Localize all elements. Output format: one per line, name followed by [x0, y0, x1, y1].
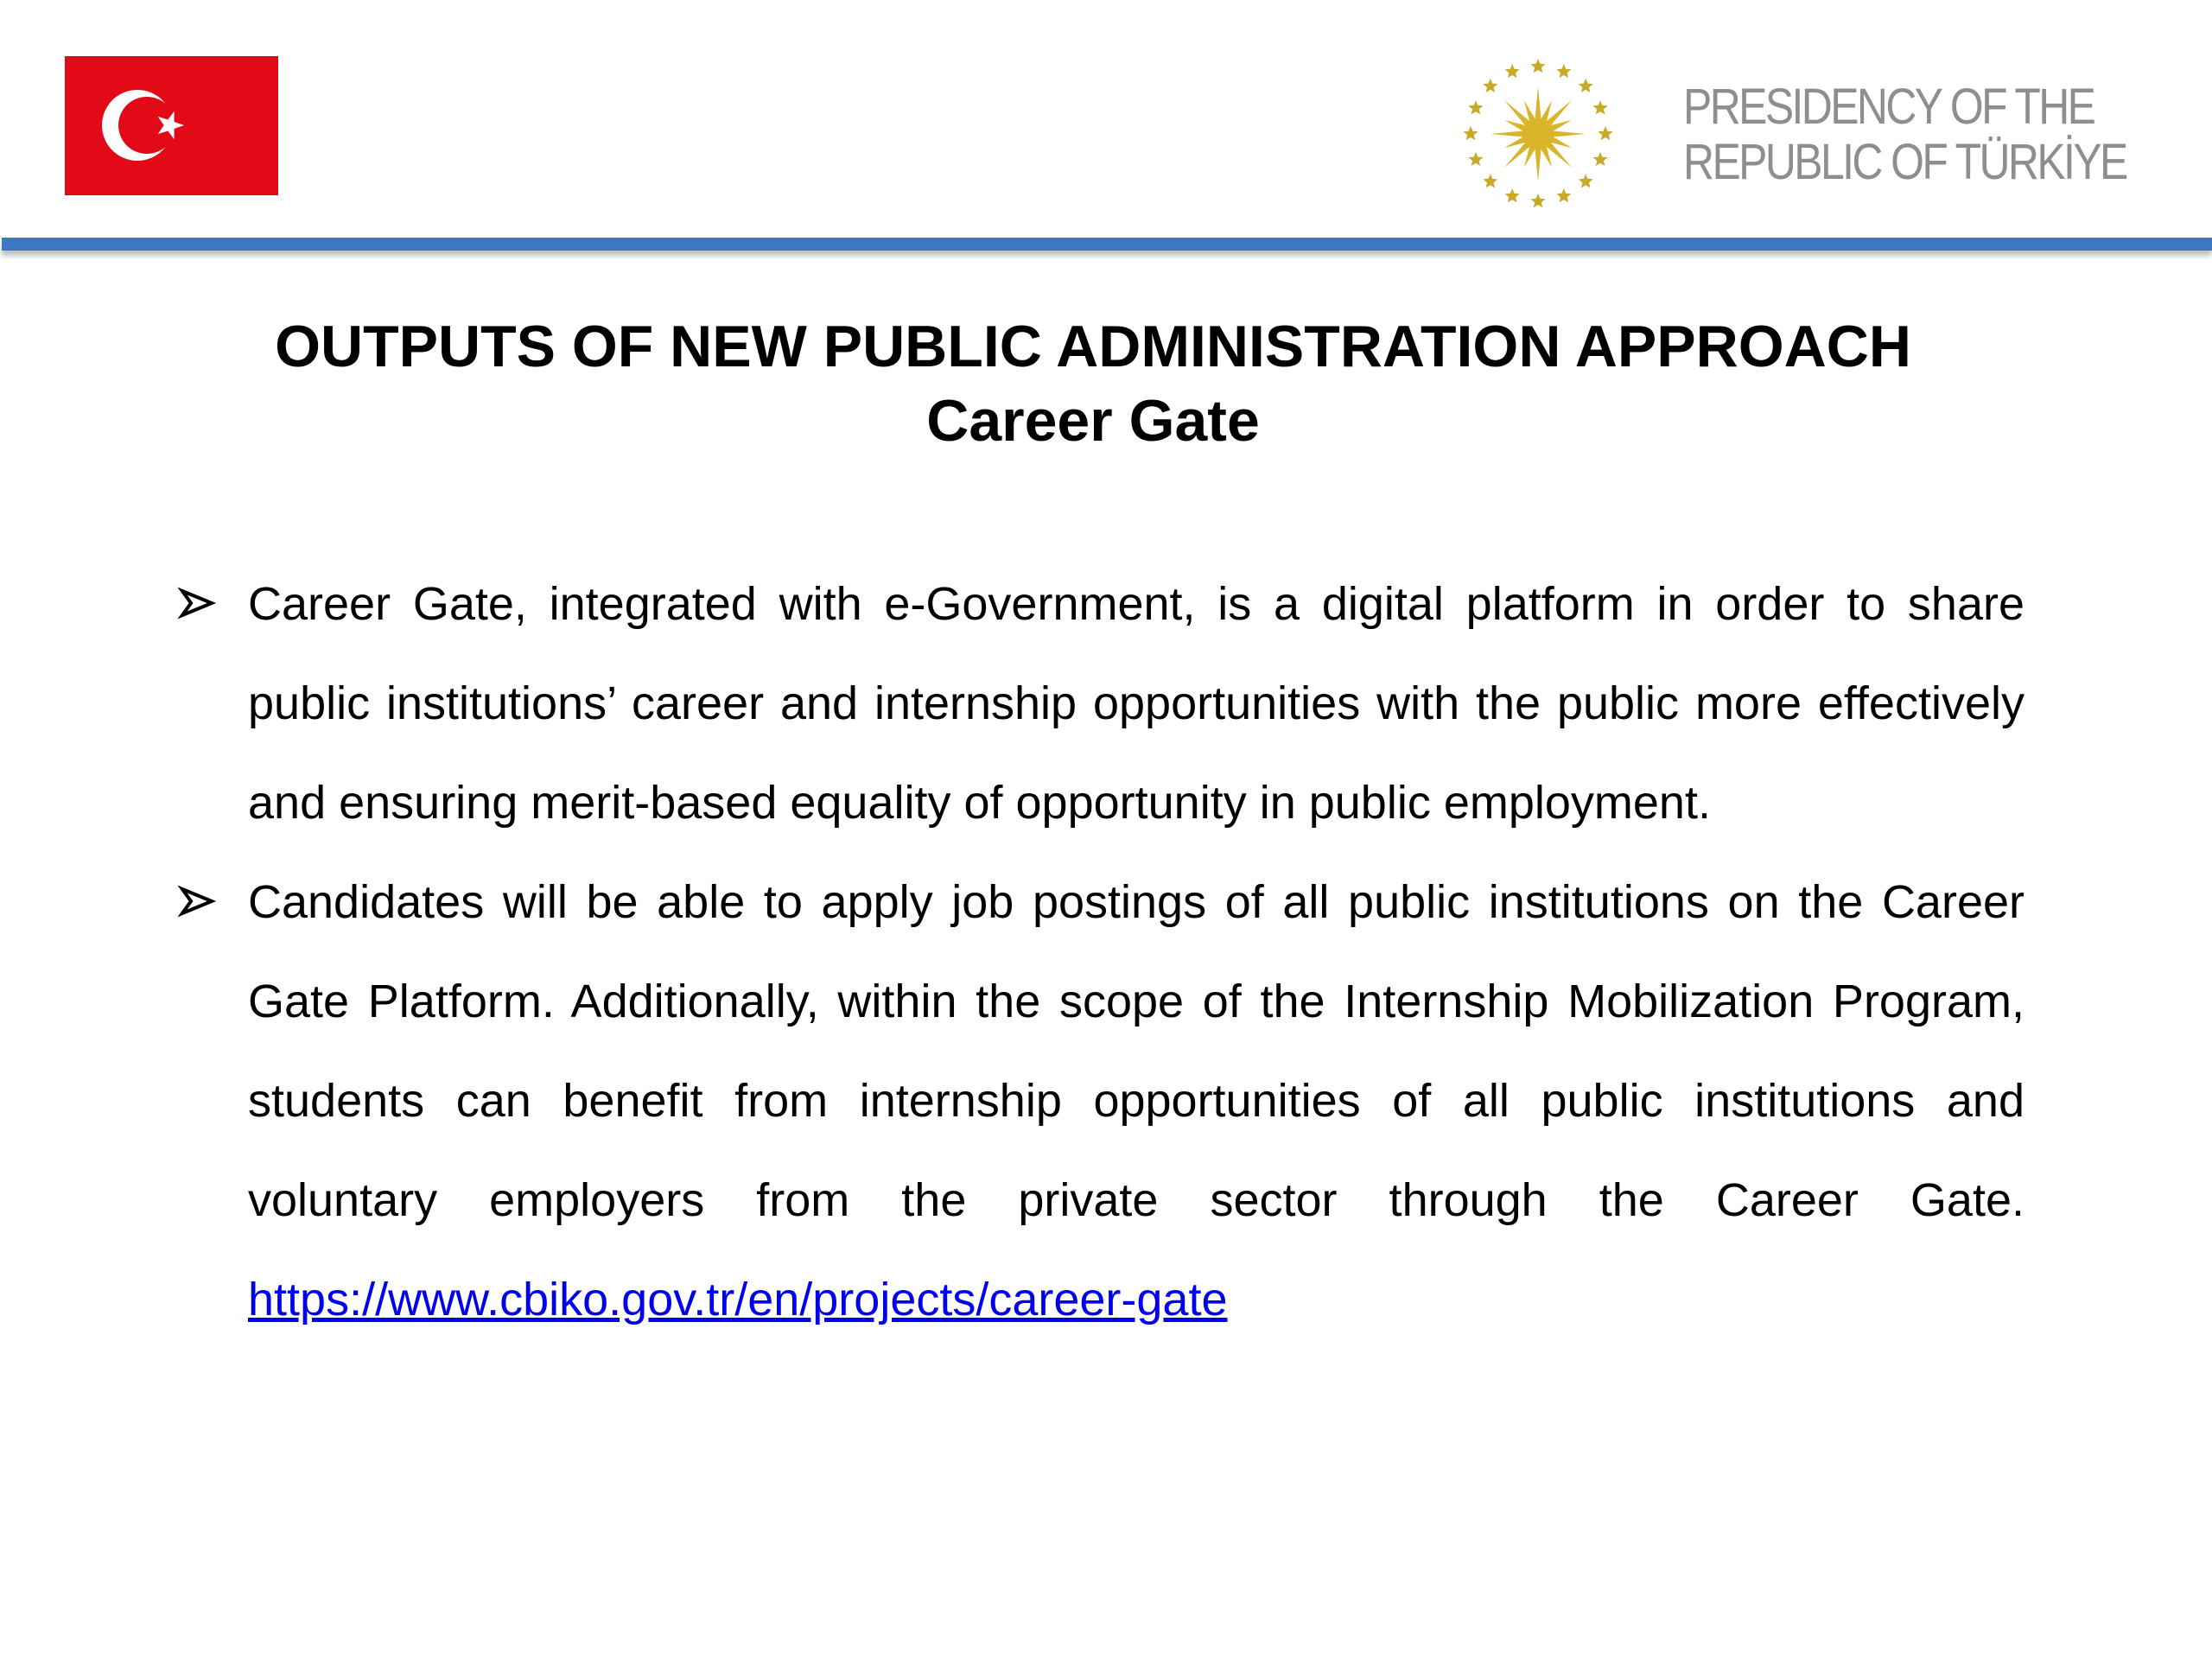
emblem-star	[1593, 100, 1608, 114]
emblem-star	[1530, 194, 1545, 207]
emblem-star	[1593, 152, 1608, 166]
bullet-item	[177, 853, 2024, 1350]
org-line-2: REPUBLIC OF TÜRKİYE	[1683, 134, 2126, 190]
emblem-star	[1505, 188, 1520, 202]
organization-name	[1683, 79, 2126, 190]
emblem-star	[1483, 174, 1497, 188]
emblem-star	[1505, 64, 1520, 78]
emblem-star	[1556, 64, 1571, 78]
bullet-list	[177, 555, 2024, 1350]
header-divider	[2, 238, 2212, 251]
emblem-star	[1468, 152, 1483, 166]
emblem-star	[1598, 126, 1612, 140]
arrow-bullet-icon	[177, 853, 220, 952]
bullet-text: Candidates will be able to apply job postings of all public institutions on the Career Gate Platform. Additionally, within the scope of the Internship Mobilization Program, students can benefit from internship opportunities of all public institutions and voluntary employers from the private sector through the Career Gate.	[248, 876, 2024, 1226]
emblem-sun	[1491, 86, 1586, 181]
turkish-flag-icon	[65, 56, 278, 195]
title-line-2: Career Gate	[926, 388, 1260, 454]
bullet-text: Career Gate, integrated with e-Government, is a digital platform in order to share public institutions’ career and internship opportunities with the public more effectively and ensuring merit-based equality of opportunity in public employment.	[248, 578, 2024, 829]
org-line-1: PRESIDENCY OF THE	[1683, 79, 2094, 135]
career-gate-link[interactable]: https://www.cbiko.gov.tr/en/projects/career-gate	[248, 1274, 1228, 1325]
bullet-item	[177, 555, 2024, 853]
emblem-star	[1530, 59, 1545, 73]
page-title	[0, 309, 2186, 458]
emblem-star	[1483, 79, 1497, 92]
presidential-emblem-icon	[1460, 56, 1616, 212]
emblem-star	[1556, 188, 1571, 202]
emblem-star	[1579, 79, 1593, 92]
arrow-bullet-icon	[177, 555, 220, 654]
title-line-1: OUTPUTS OF NEW PUBLIC ADMINISTRATION APPROACH	[275, 314, 1911, 379]
emblem-star	[1579, 174, 1593, 188]
emblem-star	[1468, 100, 1483, 114]
emblem-star	[1463, 126, 1478, 140]
